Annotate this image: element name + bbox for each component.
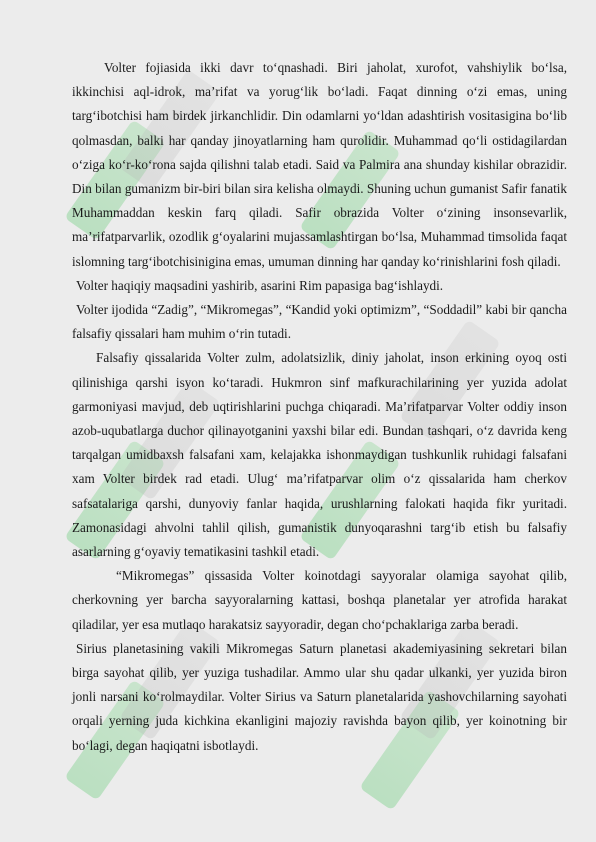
paragraph: Volter fojiasida ikki davr to‘qnashadi. Biri jaholat, xurofot, vahshiylik bo‘lsa, ikkinchisi aql-idrok, ma’rifat va yorug‘lik bo‘ladi. Faqat dinning o‘zi emas, uning targ‘ibotchisi ham birdek jirkanchlidir. Din odamlarni yo‘ldan adashtirish vositasigina bo‘lib qolmasdan, balki har qanday jinoyatlarning ham qurolidir. Muhammad qo‘li ostidagilardan o‘ziga ko‘r-ko‘rona sajda qilishni talab etadi. Said va Palmira ana shunday kishilar obrazidir. Din bilan gumanizm bir-biri bilan sira kelisha olmaydi. Shuning uchun gumanist Safir fanatik Muhammaddan keskin farq qiladi. Safir obrazida Volter o‘zining insonsevarlik, ma’rifatparvarlik, ozodlik g‘oyalarini mujassamlashtirgan bo‘lsa, Muhammad timsolida faqat islomning targ‘ibotchisinigina emas, umuman dinning har qanday ko‘rinishlarini fosh qiladi.	[72, 60, 567, 269]
paragraph: Volter haqiqiy maqsadini yashirib, asarini Rim papasiga bag‘ishlaydi.	[76, 277, 444, 293]
paragraph: Volter ijodida “Zadig”, “Mikromegas”, “Kandid yoki optimizm”, “Soddadil” kabi bir qancha falsafiy qissalari ham muhim o‘rin tutadi.	[72, 302, 567, 342]
paragraph: Falsafiy qissalarida Volter zulm, adolatsizlik, diniy jaholat, inson erkining oyoq osti qilinishiga qarshi isyon ko‘taradi. Hukmron sinf mafkurachilarining yer yuzida adolat garmoniyasi mavjud, deb uqtirishlarini puchga chiqaradi. Ma’rifatparvar Volter oddiy inson azob-uqubatlarga duchor qilinayotganini yaxshi bilar edi. Bundan tashqari, o‘z davrida keng tarqalgan umidbaxsh falsafani xam, kelajakka ishonmaydigan tushkunlik ruhidagi falsafani xam Volter birdek rad etadi. Ulug‘ ma’rifatparvar olim o‘z qissalarida ham cherkov safsatalariga qarshi, dunyoviy fanlar haqida, urushlarning falokati haqida fikr yuritadi. Zamonasidagi ahvolni tahlil qilish, gumanistik dunyoqarashni targ‘ib etish bu falsafiy asarlarning g‘oyaviy tematikasini tashkil etadi.	[72, 350, 567, 560]
paragraph: Sirius planetasining vakili Mikromegas Saturn planetasi akademiyasining sekretari bilan birga sayohat qilib, yer yuziga tushadilar. Ammo ular shu qadar ulkanki, yer yuzida biron jonli narsani ko‘rolmaydilar. Volter Sirius va Saturn planetalarida yashovchilarning sayohati orqali yerning juda kichkina ekanligini majoziy ravishda bayon qilib, yer koinotning bir bo‘lagi, degan haqiqatni isbotlaydi.	[72, 640, 567, 753]
paragraph: “Mikromegas” qissasida Volter koinotdagi sayyoralar olamiga sayohat qilib, cherkovning yer barcha sayyoralarning kattasi, boshqa planetalar yer atrofida harakat qiladilar, yer esa mutlaqo harakatsiz sayyoradir, degan cho‘pchaklariga zarba beradi.	[72, 568, 567, 632]
document-body	[72, 56, 567, 758]
